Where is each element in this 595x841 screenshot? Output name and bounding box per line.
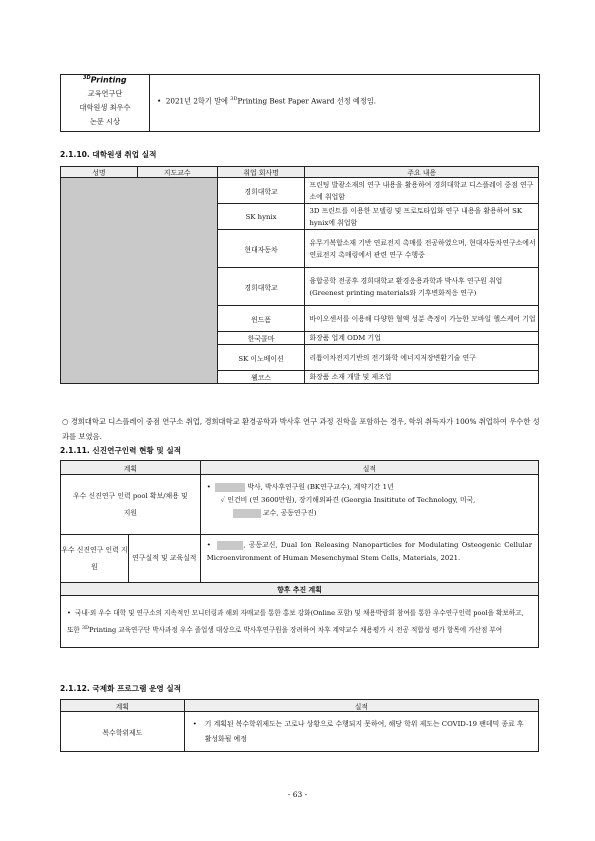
table-cell-company: 한국콜마 <box>217 332 305 345</box>
redacted-name <box>217 541 243 550</box>
table-cell-content: 화장품 소재 개발 및 제조업 <box>305 371 539 384</box>
header-plan: 계획 <box>61 461 201 475</box>
award-block <box>60 74 540 132</box>
section-title-international: 2.1.12. 국제화 프로그램 운영 실적 <box>60 684 182 693</box>
table-cell-content: 바이오센서를 이용해 다양한 혈액 성분 측정이 가능한 모바일 헬스케어 기업 <box>305 306 539 332</box>
table-cell-company: 현대자동차 <box>217 230 305 268</box>
3dprinting-logo: $^{3D}$Printing <box>83 75 127 85</box>
table-cell-content: 3D 프린트를 이용한 모델링 및 프로토타입화 연구 내용을 활용하여 SK hynix에 취업함 <box>305 204 539 230</box>
employment-table <box>60 166 539 384</box>
table-cell-content: 화장품 업계 ODM 기업 <box>305 332 539 345</box>
table-cell-company: SK 이노베이션 <box>217 345 305 371</box>
future-plan-header: 향후 추진 계획 <box>61 583 539 596</box>
section-title-researchers: 2.1.11. 신진연구인력 현황 및 실적 <box>60 446 182 455</box>
header-advisor: 지도교수 <box>137 167 217 178</box>
plan-pool: 우수 신진연구 인력 pool 확보/채용 및 지원 <box>61 475 201 535</box>
table-cell-content: 리튬이차전지기반의 전기화학 에너지저장변환기술 연구 <box>305 345 539 371</box>
table-cell-company: 경희대학교 <box>217 268 305 306</box>
result-support: • , 공동교신, Dual Ion Releasing Nanoparticles for Modulating Osteogenic Cellular Microenvironment of Human Mesenchymal Stem Cells, Materials, 2021. <box>200 535 538 583</box>
plan-support: 우수 신진연구 인력 지원 <box>61 535 129 583</box>
award-label-line: 대학원생 최우수 <box>79 103 131 112</box>
header-name: 성명 <box>61 167 138 178</box>
award-label-line: 논문 시상 <box>89 117 121 126</box>
table-cell-content: 프린팅 발광소재의 연구 내용을 활용하여 경희대학교 디스플레이 중점 연구소에 취업함 <box>305 178 539 204</box>
redacted-names-advisors <box>61 178 218 384</box>
table-cell-company: 웰코스 <box>217 371 305 384</box>
redacted-name <box>233 509 261 518</box>
award-description: • 2021년 2학기 말에 $^{3D}$Printing Best Paper Award 선정 예정임. <box>157 96 377 106</box>
section-title-employment: 2.1.10. 대학원생 취업 실적 <box>60 150 157 159</box>
researcher-table <box>60 460 539 648</box>
plan-dual-degree: 복수학위제도 <box>61 712 185 752</box>
header-content: 주요 내용 <box>305 167 539 178</box>
result-pool: • 박사, 박사후연구원 (BK연구교수), 계약기간 1년 ✓ 인건비 (연 3600만원), 장기해외파견 (Georgia Insititute of Technology, 미국, 교수, 공동연구진) <box>200 475 538 535</box>
table-cell-company: SK hynix <box>217 204 305 230</box>
award-label-cell <box>61 75 150 131</box>
header-company: 취업 회사명 <box>217 167 305 178</box>
header-result: 실적 <box>200 461 538 475</box>
table-cell-content: 융합공학 전공후 경희대학교 환경응용과학과 박사후 연구원 취업 (Greenest printing materials와 기후변화적응 연구) <box>305 268 539 306</box>
award-label-line: 교육연구단 <box>87 89 123 98</box>
redacted-name <box>215 483 245 492</box>
plan-support-sub: 연구실적 및 교육실적 <box>128 535 200 583</box>
page-number: - 63 - <box>287 790 308 799</box>
table-cell-company: 경희대학교 <box>217 178 305 204</box>
employment-note: ○ 경희대학교 디스플레이 중점 연구소 취업, 경희대학교 환경공학과 박사후 연구 과정 진학을 포함하는 경우, 학위 취득자가 100% 취업하여 우수한 성과를 보였음. <box>62 417 540 441</box>
result-dual-degree: • 기 계획된 복수학위제도는 고로나 상황으로 수행되지 못하여, 해당 학위 제도는 COVID-19 팬데믹 종료 후 활성화될 예정 <box>184 712 538 752</box>
table-cell-company: 윈드폼 <box>217 306 305 332</box>
header-result: 실적 <box>184 700 538 712</box>
international-table <box>60 699 539 752</box>
future-plan-text: • 국내·외 우수 대학 및 연구소의 지속적인 모니터링과 해외 자매교를 통한 홍보 강화(Online 포함) 및 채용박람회 참여를 통한 우수연구인력 pool을 확보하고, 또한 $^{3D}$Printing 교육연구단 박사과정 우수 졸업생 대상으로 박사후연구원을 장려하여 차후 계약교수 채용평가 시 전공 적합성 평가 항목에 가산점 부여 <box>61 596 539 648</box>
header-plan: 계획 <box>61 700 185 712</box>
table-cell-content: 유무기복합소재 기반 연료전지 촉매를 전공하였으며, 현대자동차연구소에서 연료전지 촉매링에서 관련 연구 수행중 <box>305 230 539 268</box>
